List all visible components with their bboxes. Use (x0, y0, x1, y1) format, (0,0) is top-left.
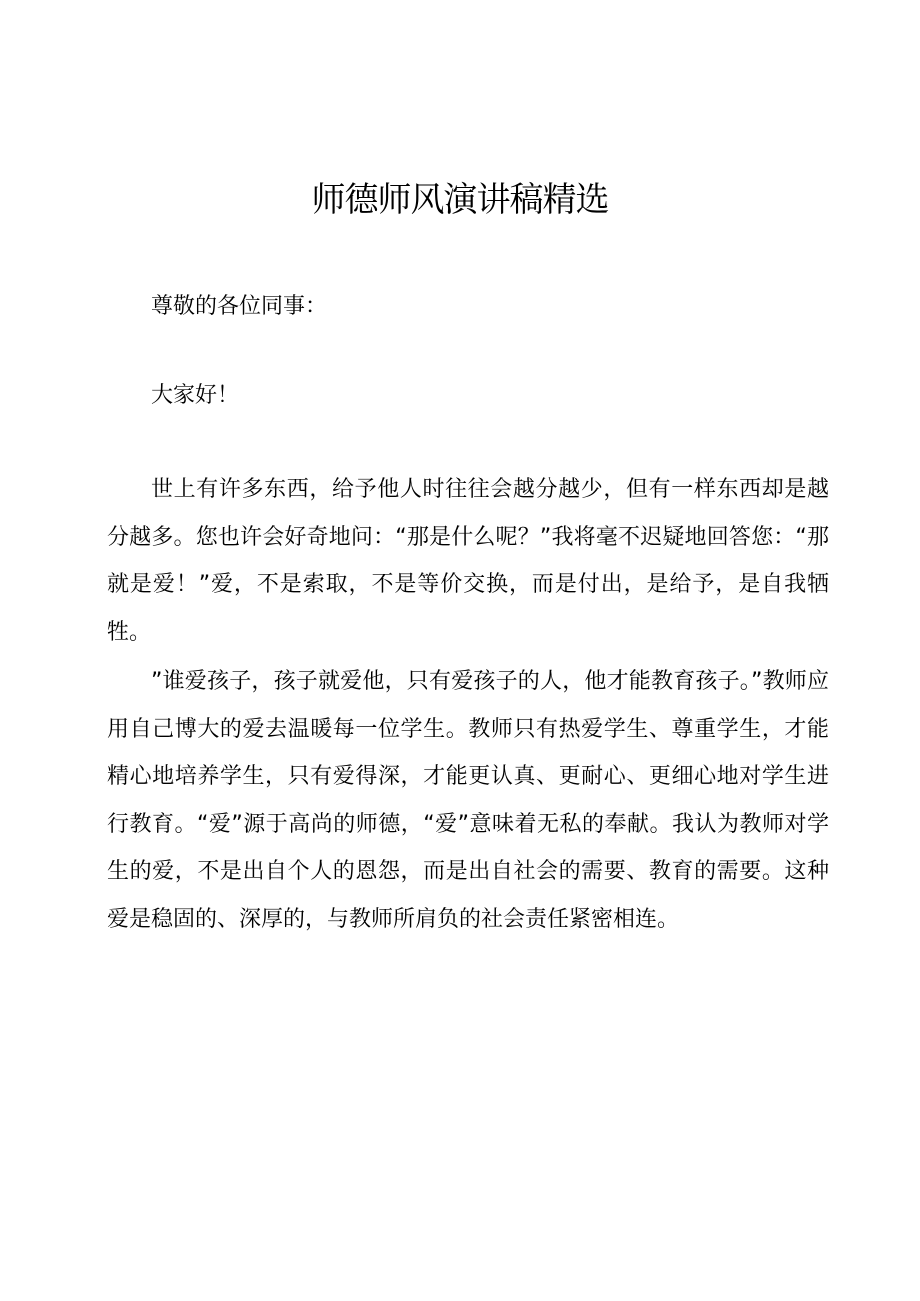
body-paragraph-1: 世上有许多东西，给予他人时往往会越分越少，但有一样东西却是越分越多。您也许会好奇地问：“那是什么呢？”我将毫不迟疑地回答您：“那就是爱！”爱，不是索取，不是等价交换，而是付出，是给予，是自我牺牲。 (107, 477, 829, 645)
document-title: 师德师风演讲稿精选 (311, 180, 609, 220)
body-paragraph-2: ”谁爱孩子，孩子就爱他，只有爱孩子的人，他才能教育孩子。”教师应用自己博大的爱去温暖每一位学生。教师只有热爱学生、尊重学生，才能精心地培养学生，只有爱得深，才能更认真、更耐心、更细心地对学生进行教育。“爱”源于高尚的师德，“爱”意味着无私的奉献。我认为教师对学生的爱，不是出自个人的恩怨，而是出自社会的需要、教育的需要。这种爱是稳固的、深厚的，与教师所肩负的社会责任紧密相连。 (107, 669, 829, 932)
salutation-line: 大家好！ (151, 383, 240, 408)
greeting-line: 尊敬的各位同事： (151, 294, 328, 319)
